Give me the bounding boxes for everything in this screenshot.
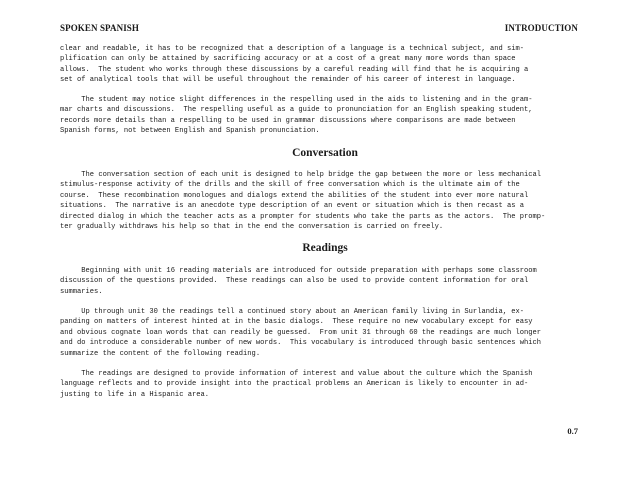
readings-paragraph-1: [60, 266, 590, 297]
readings-heading: Readings: [302, 242, 348, 254]
page-number: 0.7: [567, 426, 578, 436]
readings-text-3: The readings are designed to provide information of interest and value about the culture which the Spanish language reflects and to provide insight into the practical problems an American is likely to encounter in ad- justing to life in a Hispanic area.: [60, 370, 533, 399]
intro-text-2: The student may notice slight differences in the respelling used in the aids to listening and in the gram- mar charts and discussions. The respelling useful as a guide to pronunciation for an English speaking student, records more details than a respelling to be used in grammar discussions where comparisons are made between Spanish forms, not between English and Spanish pronunciation.: [60, 96, 533, 136]
readings-paragraph-3: [60, 369, 590, 400]
readings-text-1: Beginning with unit 16 reading materials are introduced for outside preparation with perhaps some classroom discussion of the questions provided. These readings can also be used to provide content information for oral summaries.: [60, 267, 537, 296]
conversation-heading: Conversation: [292, 147, 358, 159]
readings-paragraph-2: [60, 307, 590, 359]
conversation-paragraph: [60, 170, 590, 232]
conversation-text: The conversation section of each unit is designed to help bridge the gap between the more or less mechanical stimulus-response activity of the drills and the skill of free conversation which is the ultimate aim of the course. These recombination monologues and dialogs extend the abilities of the student into ever more natural situations. The narrative is an anecdote type description of an event or situation which is then recast as a directed dialog in which the teacher acts as a prompter for students who take the parts as the actors. The promp- ter gradually withdraws his help so that in the end the conversation is carried on freely.: [60, 171, 546, 232]
intro-paragraph-2: [60, 95, 590, 137]
intro-text-1: clear and readable, it has to be recognized that a description of a language is a technical subject, and sim- plification can only be attained by sacrificing accuracy or at a cost of a great many more words than space allows. The student who works through these discussions by a careful reading will find that he is acquiring a set of analytical tools that will be useful throughout the remainder of his career of interest in language.: [60, 45, 529, 85]
running-header-title: SPOKEN SPANISH: [60, 23, 139, 33]
running-header-section: INTRODUCTION: [504, 23, 578, 33]
intro-paragraph-1: [60, 44, 590, 86]
readings-text-2: Up through unit 30 the readings tell a continued story about an American family living in Surlandia, ex- panding on matters of interest hinted at in the basic dialogs. These require no new vocabulary except for easy and obvious cognate loan words that can readily be guessed. From unit 31 through 60 the readings are much longer and do introduce a considerable number of new words. This vocabulary is introduced through basic sentences which summarize the content of the following reading.: [60, 308, 542, 358]
